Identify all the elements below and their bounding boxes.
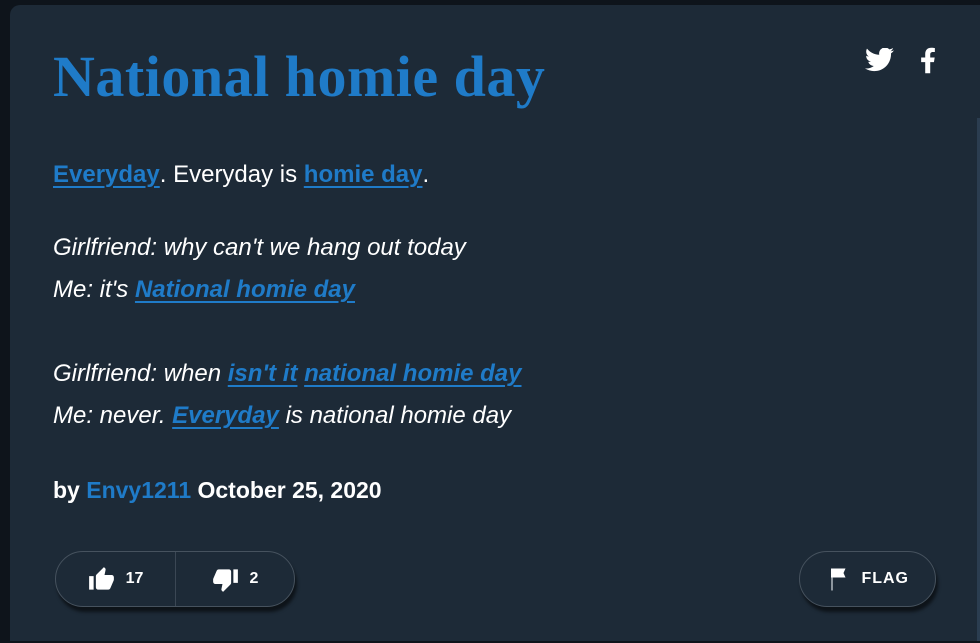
definition-plain-text: . Everyday is	[159, 160, 304, 188]
vote-buttons	[55, 551, 295, 607]
thumbs-up-button[interactable]	[56, 552, 175, 606]
author-link[interactable]: Envy1211	[86, 476, 192, 503]
twitter-icon	[865, 48, 894, 73]
thumbs-up-icon	[88, 566, 115, 593]
example-2	[53, 353, 936, 437]
share-buttons	[865, 47, 936, 74]
share-facebook-button[interactable]	[920, 47, 936, 74]
word-link-national-homie-day-2[interactable]: national homie day	[304, 359, 522, 387]
page-title: National homie day	[53, 44, 546, 109]
example1-line2-prefix: Me: it's	[53, 275, 135, 303]
example2-line2-prefix: Me: never.	[53, 401, 173, 429]
thumbs-down-button[interactable]	[175, 552, 294, 606]
word-link-national-homie-day[interactable]: National homie day	[134, 275, 355, 303]
word-link-isnt-it[interactable]: isn't it	[227, 359, 298, 387]
flag-icon	[826, 566, 850, 593]
example1-line1: Girlfriend: why can't we hang out today	[53, 233, 466, 261]
actions-bar	[55, 551, 936, 607]
example2-line2-suffix: is national homie day	[278, 401, 512, 429]
flag-button[interactable]	[799, 551, 936, 607]
definition-card	[10, 5, 980, 641]
word-link-homie-day[interactable]: homie day	[303, 160, 423, 188]
definition-text	[53, 159, 936, 191]
word-link-everyday[interactable]: Everyday	[53, 160, 160, 188]
definition-period: .	[422, 160, 430, 188]
byline	[53, 477, 936, 504]
flag-label: FLAG	[861, 570, 909, 587]
thumbs-down-icon	[212, 566, 239, 593]
facebook-icon	[920, 47, 936, 74]
example2-line1-prefix: Girlfriend: when	[53, 359, 228, 387]
byline-date: October 25, 2020	[191, 476, 382, 503]
share-twitter-button[interactable]	[865, 48, 894, 73]
thumbs-down-count: 2	[249, 570, 259, 587]
byline-by: by	[53, 476, 87, 503]
example-1	[53, 227, 936, 311]
thumbs-up-count: 17	[125, 570, 144, 587]
word-link-everyday-2[interactable]: Everyday	[172, 401, 279, 429]
